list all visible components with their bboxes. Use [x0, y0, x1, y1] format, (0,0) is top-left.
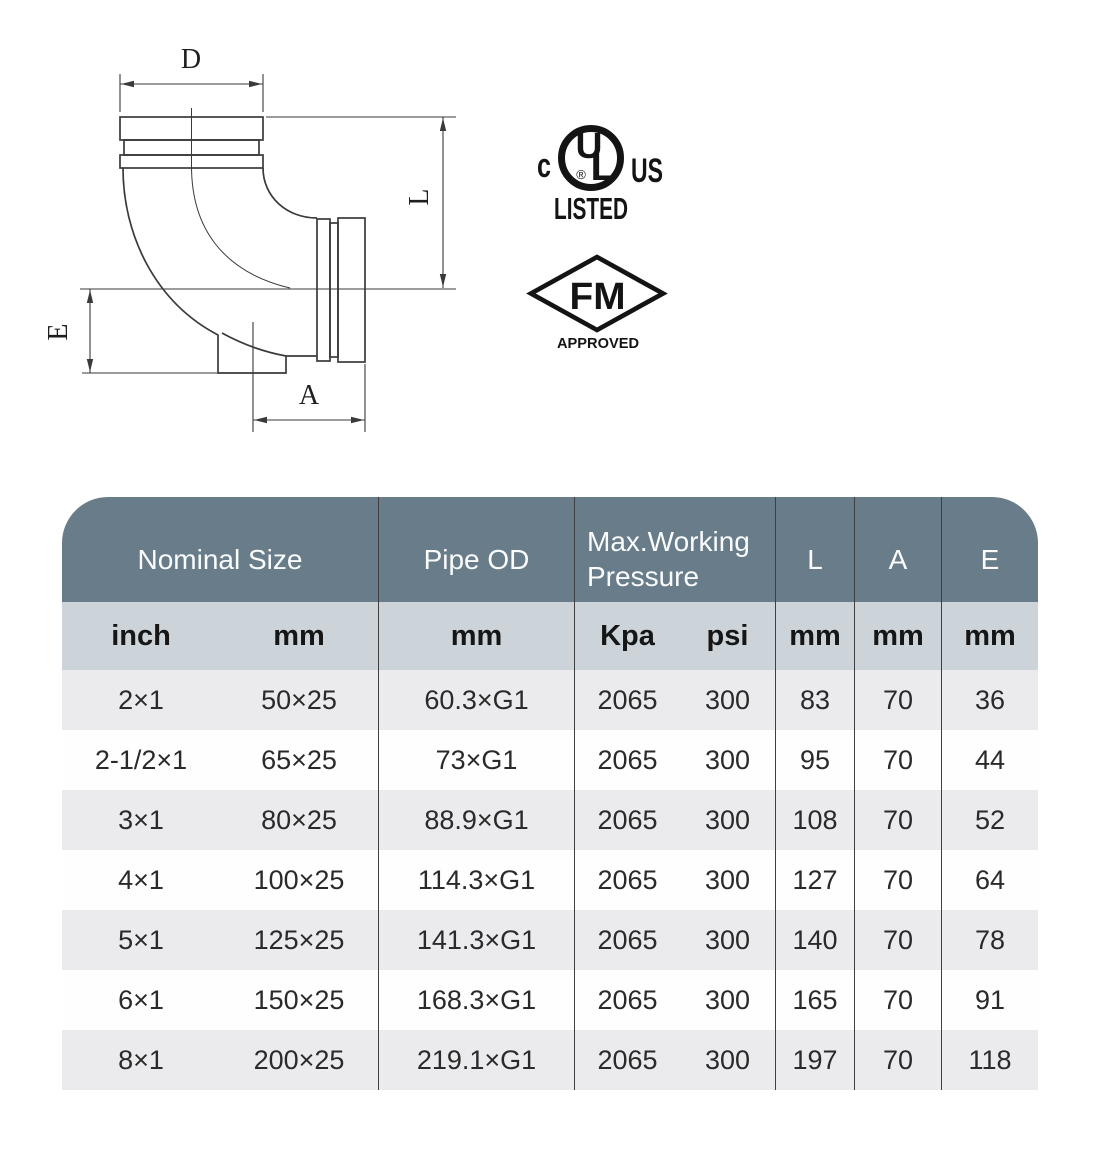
- cell-psi: 300: [704, 684, 751, 715]
- cell-kpa: 2065: [574, 910, 680, 970]
- cell-l: 83: [775, 670, 854, 730]
- dimension-label-a: A: [298, 380, 320, 411]
- cell-kpa: 2065: [574, 1030, 680, 1090]
- table-row: [62, 1030, 1038, 1090]
- cell-kpa: 2065: [574, 730, 680, 790]
- ul-suffix-us: US: [631, 152, 663, 190]
- cell-l: 95: [775, 730, 854, 790]
- cell-pipe-od: 219.1×G1: [378, 1030, 574, 1090]
- cell-psi: 300: [704, 984, 751, 1015]
- cell-e: 78: [941, 910, 1038, 970]
- cell-nominal-inch: 5×1: [118, 924, 164, 955]
- cell-nominal-inch: 6×1: [118, 984, 164, 1015]
- cell-pipe-od: 88.9×G1: [378, 790, 574, 850]
- right-port-flange: [338, 218, 365, 362]
- cell-kpa: 2065: [574, 670, 680, 730]
- header-max-working-pressure: Max.Working Pressure: [574, 497, 775, 602]
- cell-nominal-inch: 3×1: [118, 804, 164, 835]
- cell-kpa: 2065: [574, 790, 680, 850]
- cell-l: 197: [775, 1030, 854, 1090]
- ul-prefix-c: c: [537, 147, 551, 185]
- cell-pipe-od: 141.3×G1: [378, 910, 574, 970]
- cell-nominal-inch: 8×1: [118, 1044, 164, 1075]
- cell-a: 70: [854, 850, 941, 910]
- subheader-l-mm: mm: [775, 602, 854, 670]
- dimension-label-l: L: [404, 188, 435, 206]
- cell-psi: 300: [704, 1044, 751, 1075]
- table-header-row: [62, 497, 1038, 602]
- spec-table: [62, 497, 1038, 1090]
- cell-kpa: 2065: [574, 850, 680, 910]
- table-row: [62, 850, 1038, 910]
- subheader-nominal-mm: mm: [273, 619, 325, 652]
- ul-listed-logo: [537, 125, 663, 226]
- cell-pipe-od: 114.3×G1: [378, 850, 574, 910]
- header-e: E: [941, 497, 1038, 602]
- cell-a: 70: [854, 970, 941, 1030]
- cell-nominal-inch: 2-1/2×1: [94, 744, 188, 775]
- table-body: [62, 670, 1038, 1090]
- cell-l: 127: [775, 850, 854, 910]
- cell-a: 70: [854, 670, 941, 730]
- table-row: [62, 730, 1038, 790]
- cell-l: 165: [775, 970, 854, 1030]
- ul-letter-u: U: [575, 125, 603, 166]
- cell-nominal-mm: 200×25: [253, 1044, 345, 1075]
- elbow-fitting-outline: [120, 117, 365, 373]
- outer-wall: [123, 168, 317, 373]
- right-port-band: [317, 219, 330, 361]
- header-nominal-size: Nominal Size: [137, 543, 303, 575]
- table-subheader-row: [62, 602, 1038, 670]
- ul-listed-caption: LISTED: [554, 191, 628, 226]
- dimension-label-d: D: [180, 44, 202, 75]
- centerlines: [80, 108, 456, 289]
- cell-a: 70: [854, 730, 941, 790]
- cell-pipe-od: 60.3×G1: [378, 670, 574, 730]
- cell-psi: 300: [704, 744, 751, 775]
- cell-nominal-inch: 2×1: [118, 684, 164, 715]
- cell-l: 108: [775, 790, 854, 850]
- header-a: A: [854, 497, 941, 602]
- fm-approved-caption: APPROVED: [557, 335, 640, 352]
- fm-letters: FM: [569, 276, 626, 318]
- table-row: [62, 910, 1038, 970]
- cell-e: 64: [941, 850, 1038, 910]
- ul-letter-l: L: [590, 145, 616, 189]
- cell-pipe-od: 73×G1: [378, 730, 574, 790]
- subheader-e-mm: mm: [941, 602, 1038, 670]
- cell-nominal-inch: 4×1: [118, 864, 164, 895]
- subheader-kpa: Kpa: [574, 602, 680, 670]
- right-port-groove: [330, 223, 338, 357]
- cell-nominal-mm: 125×25: [253, 924, 345, 955]
- header-pipe-od: Pipe OD: [378, 497, 574, 602]
- cell-e: 44: [941, 730, 1038, 790]
- cell-nominal-mm: 65×25: [261, 744, 337, 775]
- dimension-label-e: E: [43, 323, 74, 341]
- subheader-pipe-od-mm: mm: [378, 602, 574, 670]
- cell-e: 91: [941, 970, 1038, 1030]
- cell-psi: 300: [704, 804, 751, 835]
- inner-wall: [263, 168, 317, 218]
- table-row: [62, 970, 1038, 1030]
- cell-a: 70: [854, 1030, 941, 1090]
- dimension-a: [253, 322, 365, 432]
- cell-l: 140: [775, 910, 854, 970]
- header-l: L: [775, 497, 854, 602]
- table-row: [62, 670, 1038, 730]
- subheader-a-mm: mm: [854, 602, 941, 670]
- cell-e: 118: [941, 1030, 1038, 1090]
- ul-registered-mark: ®: [576, 167, 586, 182]
- dimension-e: [82, 289, 218, 373]
- table-row: [62, 790, 1038, 850]
- cell-kpa: 2065: [574, 970, 680, 1030]
- dimension-d: [120, 74, 263, 112]
- fm-approved-logo: [531, 257, 663, 352]
- cell-a: 70: [854, 910, 941, 970]
- cell-e: 36: [941, 670, 1038, 730]
- technical-drawing-panel: [0, 0, 700, 470]
- subheader-psi: psi: [706, 619, 749, 652]
- cell-nominal-mm: 150×25: [253, 984, 345, 1015]
- cell-psi: 300: [704, 924, 751, 955]
- cell-pipe-od: 168.3×G1: [378, 970, 574, 1030]
- cell-a: 70: [854, 790, 941, 850]
- cell-psi: 300: [704, 864, 751, 895]
- cell-nominal-mm: 50×25: [261, 684, 337, 715]
- cell-e: 52: [941, 790, 1038, 850]
- cell-nominal-mm: 80×25: [261, 804, 337, 835]
- outlet-transition-curve: [222, 333, 286, 356]
- cell-nominal-mm: 100×25: [253, 864, 345, 895]
- subheader-inch: inch: [111, 619, 171, 652]
